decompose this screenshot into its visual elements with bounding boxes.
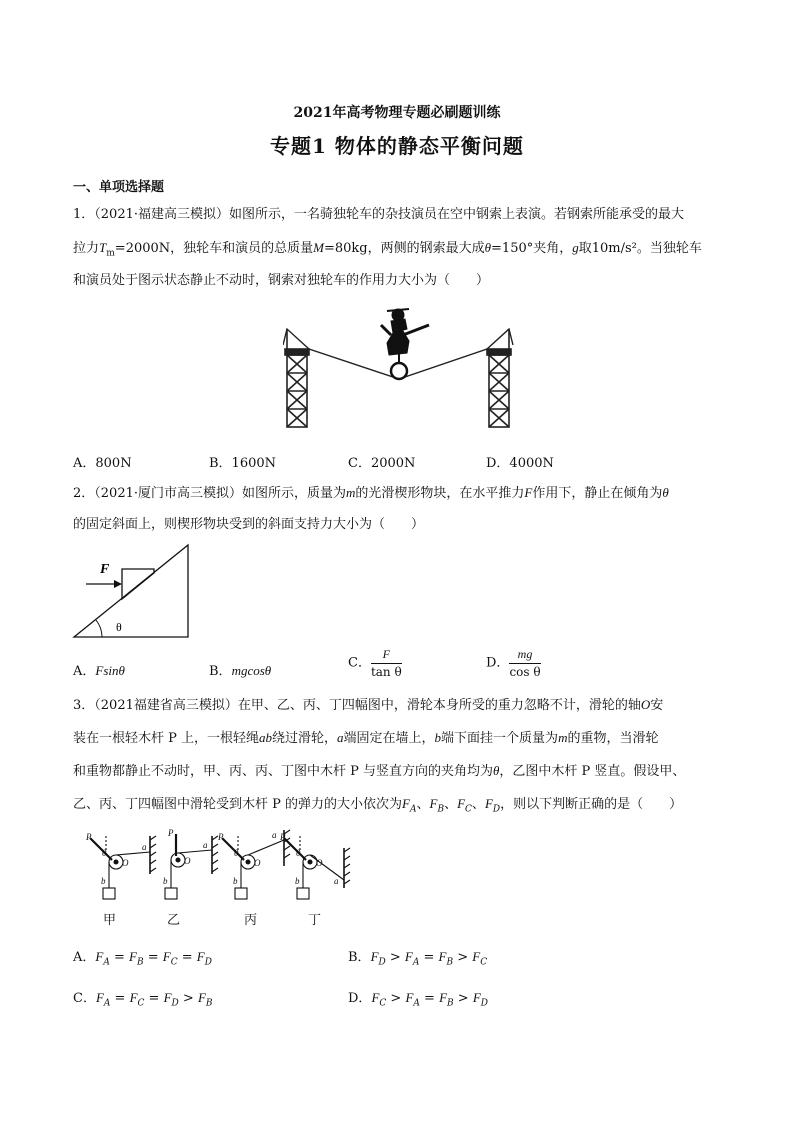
fraction-d: $\frac{mg}{\text{cos θ}}$ xyxy=(509,647,541,679)
q1-option-c[interactable]: C．2000N xyxy=(348,456,416,471)
fraction-c: $\frac{F}{\text{tan θ}}$ xyxy=(370,647,402,679)
mark-b-jia: b xyxy=(101,876,106,886)
mark-theta-bing: θ xyxy=(234,848,239,858)
section-heading: 一、单项选择题 xyxy=(73,180,165,195)
q1-line-3: 和演员处于图示状态静止不动时，钢索对独轮车的作用力大小为（ ） xyxy=(73,273,490,288)
mark-a-ding: a xyxy=(334,876,339,886)
q1-tightrope-figure xyxy=(283,305,515,429)
mark-O-ding: O xyxy=(316,858,323,868)
q2-option-c[interactable]: C． $\frac{F}{\text{tan θ}}$ xyxy=(348,647,402,679)
page-title: 专题1 物体的静态平衡问题 xyxy=(270,134,524,158)
mark-P-yi: P xyxy=(168,828,174,838)
mark-a-bing: a xyxy=(272,830,277,840)
unicycle-performer xyxy=(381,309,429,379)
mark-b-ding: b xyxy=(295,876,300,886)
q2-incline-figure xyxy=(72,543,192,639)
q3-line-3: 和重物都静止不动时，甲、丙、丙、丁图中木杆 P 与竖直方向的夹角均为θ，乙图中木杆 P 竖直。假设甲、 xyxy=(73,763,686,779)
q2-option-b[interactable]: B．mgcosθ xyxy=(209,663,272,679)
q3-option-d[interactable]: D．$F_C > F_A = F_B > F_D$ xyxy=(348,990,488,1009)
q3-option-c[interactable]: C．$F_A = F_C = F_D > F_B$ xyxy=(73,990,213,1009)
series-subtitle: 2021年高考物理专题必刷题训练 xyxy=(293,105,501,121)
mark-O-yi: O xyxy=(184,856,191,866)
q1-option-a[interactable]: A．800N xyxy=(73,456,132,471)
q3-option-a[interactable]: A．$F_A = F_B = F_C = F_D$ xyxy=(73,949,212,968)
pulley-figure-yi xyxy=(165,834,218,899)
mark-theta-jia: θ xyxy=(102,848,107,858)
force-FA: $F_A$ xyxy=(402,796,417,815)
force-FB: $F_B$ xyxy=(429,796,445,815)
formula-a: $F_A = F_B = F_C = F_D$ xyxy=(95,949,212,968)
mark-P-bing: P xyxy=(218,832,224,842)
q2-line-2: 的固定斜面上，则楔形物块受到的斜面支持力大小为（ ） xyxy=(73,517,425,532)
formula-b: $F_D > F_A = F_B > F_C$ xyxy=(370,949,488,968)
mark-O-bing: O xyxy=(254,858,261,868)
q3-line-1: 3．（2021福建省高三模拟）在甲、乙、丙、丁四幅图中，滑轮本身所受的重力忽略不计，滑轮的轴O安 xyxy=(73,697,664,713)
label-yi: 乙 xyxy=(167,912,181,927)
q3-line-2: 装在一根轻木杆 P 上，一根轻绳ab绕过滑轮，a端固定在墙上，b端下面挂一个质量为m的重物，当滑轮 xyxy=(73,730,659,746)
mark-P-ding: P xyxy=(280,832,286,842)
q1-line-2: 拉力$T_m=2000N$，独轮车和演员的总质量M=80kg，两侧的钢索最大成θ=150°夹角，g取10m/s²。当独轮车 xyxy=(73,240,702,259)
right-tower xyxy=(487,349,511,427)
mark-a-jia: a xyxy=(142,842,147,852)
q2-option-d[interactable]: D． $\frac{mg}{\text{cos θ}}$ xyxy=(486,647,541,679)
q2-line-1: 2．（2021·厦门市高三模拟）如图所示，质量为m的光滑楔形物块，在水平推力F作用下，静止在倾角为θ xyxy=(73,485,669,501)
wedge-block xyxy=(122,569,154,599)
force-FC: $F_C$ xyxy=(457,796,472,815)
angle-label-theta: θ xyxy=(116,620,122,634)
formula-d: $F_C > F_A = F_B > F_D$ xyxy=(371,990,488,1009)
q3-pulley-figures xyxy=(72,826,362,930)
q1-option-b[interactable]: B．1600N xyxy=(209,456,277,471)
label-bing: 丙 xyxy=(244,912,258,927)
q2-option-a[interactable]: A．Fsinθ xyxy=(73,663,125,679)
force-label-F: F xyxy=(100,562,110,577)
formula-c: $F_A = F_C = F_D > F_B$ xyxy=(95,990,213,1009)
mark-b-bing: b xyxy=(233,876,238,886)
label-jia: 甲 xyxy=(103,912,117,927)
force-FD: $F_D$ xyxy=(484,796,501,815)
mark-O-jia: O xyxy=(122,858,129,868)
q3-line-4: 乙、丙、丁四幅图中滑轮受到木杆 P 的弹力的大小依次为$F_A$、$F_B$、$F_C$、$F_D$，则以下判断正确的是（ ） xyxy=(73,796,683,815)
q1-line-1: 1．（2021·福建高三模拟）如图所示，一名骑独轮车的杂技演员在空中钢索上表演。若钢索所能承受的最大 xyxy=(73,207,684,222)
left-tower xyxy=(285,349,309,427)
label-ding: 丁 xyxy=(308,912,322,927)
mark-P-jia: P xyxy=(86,832,92,842)
mark-a-yi: a xyxy=(203,840,208,850)
q3-option-b[interactable]: B．$F_D > F_A = F_B > F_C$ xyxy=(348,949,488,968)
mark-b-yi: b xyxy=(163,876,168,886)
mark-theta-ding: θ xyxy=(296,848,301,858)
q1-option-d[interactable]: D．4000N xyxy=(486,456,554,471)
